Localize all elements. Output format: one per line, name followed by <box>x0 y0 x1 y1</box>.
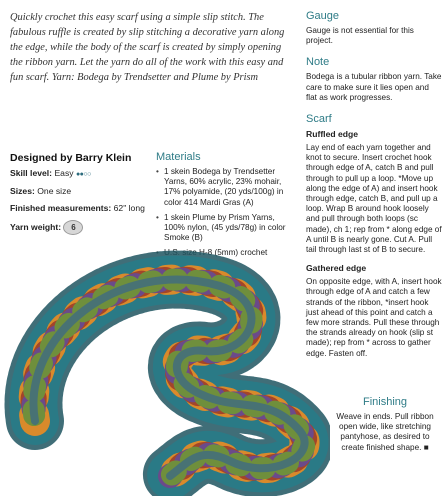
gathered-edge-text: On opposite edge, with A, insert hook through edge of A and catch a few strands of the ribbon, *insert hook just ahead of this point and catch a few more strands. Pull these through the strands already on hook (slip st made); rep from * across to gather edge. Fasten off. <box>306 277 442 358</box>
gauge-text: Gauge is not essential for this project. <box>306 26 414 46</box>
gauge-heading: Gauge <box>306 10 340 22</box>
gathered-edge-heading: Gathered edge <box>306 263 367 274</box>
note-section <box>306 56 442 103</box>
sizes: Sizes: One size <box>10 186 72 196</box>
skill-dots-icon: ●●○○ <box>75 171 91 178</box>
scarf-photo <box>0 246 330 496</box>
note-heading: Note <box>306 56 330 69</box>
list-item: • U.S. size H-8 (5mm) crochet hook <box>156 248 286 268</box>
list-item: • 1 skein Bodega by Trendsetter Yarns, 60% acrylic, 23% mohair, 17% polyamide, (20 yds/100g) in color 414 Mardi Gras (A) <box>156 167 286 208</box>
ruffled-edge-text: Lay end of each yarn together and knot to secure. Insert crochet hook through edge of A, catch B and pull through to pull up a loop. *Move up along the edge of A) and insert hook through edge, catch B, and pull up a loop. Wrap B around hook loosely and pull through both loops (sc made), ch 1; rep from * along edge of A until B is nearly gone. Cut A. Pull tail through last st of B to secure. <box>306 143 442 255</box>
finishing-text: Weave in ends. Pull ribbon open wide, like stretching pantyhose, as desired to create finished shape. ■ <box>336 412 434 452</box>
intro-paragraph: Quickly crochet this easy scarf using a simple slip stitch. The fabulous ruffle is created by slip stitching a decorative yarn along the edge, while the body of the scarf is created by simply opening the ribbon yarn. Let the yarn do all of the work with this easy and fun scarf. Yarn: Bodega by Trendsetter and Plume by Prism <box>10 12 285 83</box>
finished-measurements: Finished measurements: 62" long <box>10 203 145 213</box>
finishing-section <box>328 396 442 453</box>
yarn-weight: Yarn weight: 6 <box>10 220 158 235</box>
designer-credit: Designed by Barry Klein <box>10 152 132 164</box>
specs-block <box>10 168 158 241</box>
scarf-heading: Scarf <box>306 113 332 126</box>
finishing-heading: Finishing <box>362 396 408 408</box>
list-item: • 1 skein Plume by Prism Yarns, 100% nylon, (45 yds/78g) in color Smoke (B) <box>156 213 286 244</box>
gauge-section <box>306 10 442 46</box>
scarf-fringe <box>33 280 304 476</box>
yarn-weight-icon: 6 <box>63 220 83 235</box>
materials-heading: Materials <box>156 151 201 163</box>
list-item: • Yarn needle <box>156 274 286 284</box>
ruffled-edge-heading: Ruffled edge <box>306 129 359 140</box>
note-text: Bodega is a tubular ribbon yarn. Take care to make sure it lies open and flat as work progresses. <box>306 72 442 102</box>
skill-level: Skill level: Easy ●●○○ <box>10 168 91 178</box>
